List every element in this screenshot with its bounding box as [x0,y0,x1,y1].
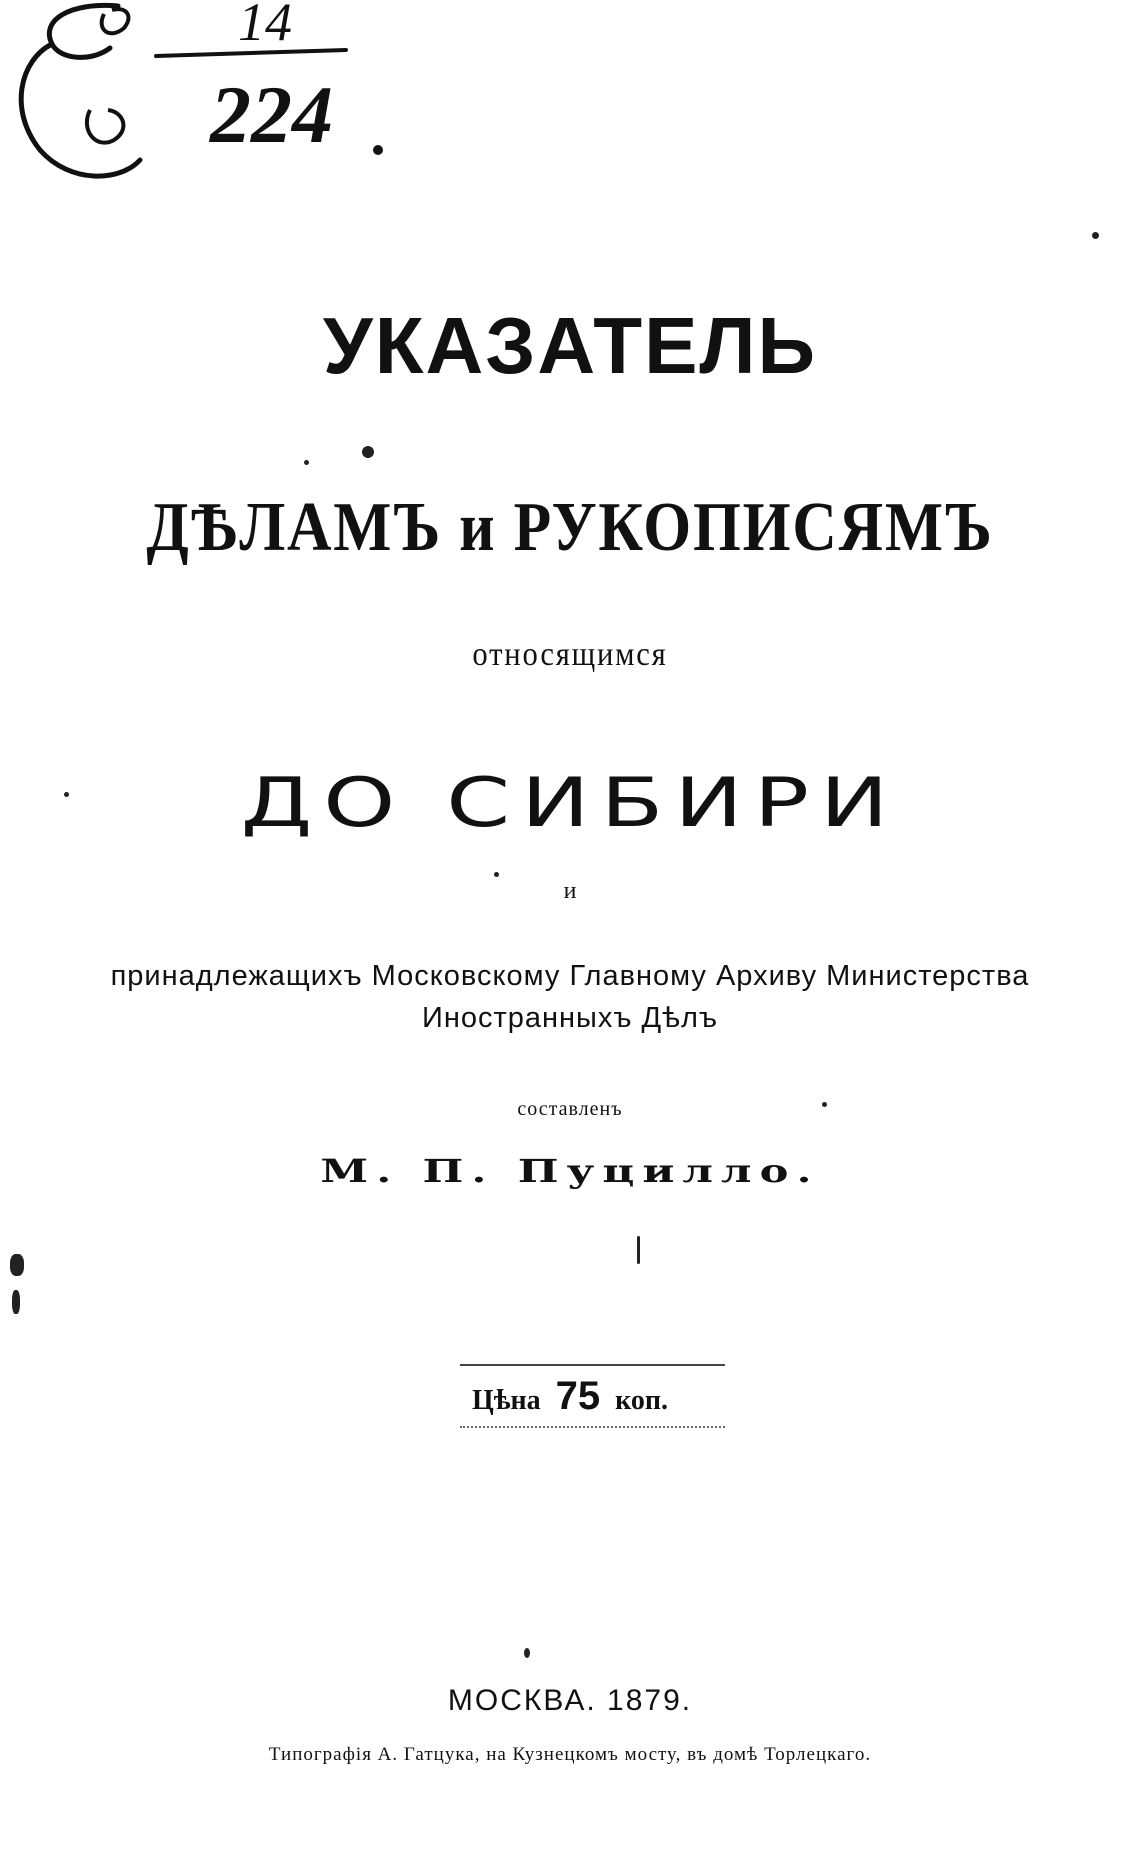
compiled-by-label: составленъ [517,1098,623,1120]
title-siberia-line: ДО СИБИРИ [240,764,900,843]
title-second-line: ДѢЛАМЪ и РУКОПИСЯМЪ [146,489,994,566]
print-speck [1092,232,1099,239]
price-line [0,1374,1140,1419]
print-speck [362,446,374,458]
print-speck [494,872,499,877]
price-amount: 75 [555,1374,601,1418]
print-speck [822,1102,827,1107]
title-belonging-line: принадлежащихъ Московскому Главному Архиву Министерства [110,960,1030,992]
shelfmark-top-number: 14 [238,0,292,52]
price-label: Цѣна [471,1385,541,1416]
imprint-printer: Типографія А. Гатцука, на Кузнецкомъ мосту, въ домѣ Торлецкаго. [268,1744,872,1765]
title-ministry-line: Иностранныхъ Дѣлъ [421,1002,719,1034]
print-speck [10,1254,24,1276]
price-rule-bottom [460,1426,725,1428]
print-speck [12,1290,20,1314]
shelfmark-bottom-number: 224 [210,69,333,160]
print-speck [304,460,309,465]
print-speck [64,792,69,797]
price-rule-top [460,1364,725,1366]
price-unit: коп. [615,1385,669,1416]
title-relating-line: относящимся [472,636,668,673]
print-speck [637,1236,640,1264]
print-speck [524,1648,530,1658]
handwritten-shelfmark [0,0,420,240]
author-name: М. П. Пуцилло. [320,1152,820,1190]
title-conjunction: и [563,878,577,904]
title-main: УКАЗАТЕЛЬ [322,301,818,390]
imprint-city-year: МОСКВА. 1879. [447,1684,693,1717]
